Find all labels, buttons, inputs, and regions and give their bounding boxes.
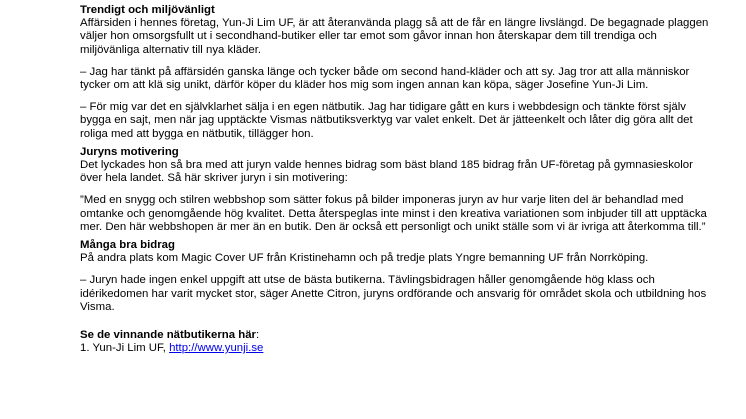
paragraph-jury-comment: – Juryn hade ingen enkel uppgift att utse de bästa butikerna. Tävlingsbidragen håller genomgående hög klass och idérikedomen har varit mycket stor, säger Anette Citron, juryns ordförande och ansvarig för området skola och utbildning hos Visma.: [80, 274, 707, 313]
paragraph-jury-quote: ”Med en snygg och stilren webbshop som sätter fokus på bilder imponeras juryn av hur varje liten del är behandlad med omtanke och genomgående hög kvalitet. Detta återspeglas inte minst i den kreativa variationen som inbjuder till att upptäcka mer. Den här webbshopen är mer än en butik. Den är också ett personligt och unikt ställe som vi är ivriga att återkomma till.”: [80, 194, 707, 233]
winner-1-label: 1. Yun-Ji Lim UF,: [80, 342, 170, 355]
heading-vinnande: Se de vinnande nätbutikerna här: [80, 329, 256, 342]
winners-heading-line: [80, 329, 710, 342]
heading-trendigt: Trendigt och miljövänligt: [80, 4, 215, 16]
winner-1-link[interactable]: http://www.yunji.se: [169, 342, 264, 355]
heading-juryns-motivering: Juryns motivering: [80, 145, 179, 158]
heading-manga-bra-bidrag: Många bra bidrag: [80, 239, 175, 252]
paragraph-affarsiden: Affärsiden i hennes företag, Yun-Ji Lim UF, är att återanvända plagg så att de får en längre livslängd. De begagnade plaggen väljer hon omsorgsfullt ut i secondhand-butiker eller tar emot som gåvor innan hon återskapar dem till trendiga och miljövänliga alternativ till nya kläder.: [80, 17, 709, 56]
paragraph-quote-2: – För mig var det en självklarhet sälja i en egen nätbutik. Jag har tidigare gått en kurs i webbdesign och tänkte först själv bygga en sajt, men när jag upptäckte Vismas nätbutiksverktyg var valet enkelt. Det är jätteenkelt och låter dig göra allt det roliga med att bygga en nätbutik, tillägger hon.: [80, 101, 693, 140]
heading-colon: :: [255, 329, 260, 342]
paragraph-placements: På andra plats kom Magic Cover UF från Kristinehamn och på tredje plats Yngre bemanning UF från Norrköping.: [80, 252, 649, 265]
paragraph-jury-result: Det lyckades hon så bra med att juryn valde hennes bidrag som bäst bland 185 bidrag från UF-företag på gymnasieskolor över hela landet. Så här skriver juryn i sin motivering:: [80, 159, 693, 185]
winner-list-item-1: [80, 342, 710, 355]
paragraph-quote-1: – Jag har tänkt på affärsidén ganska länge och tycker både om second hand-kläder och att sy. Jag tror att alla människor tycker om att klä sig unikt, därför köper du kläder hos mig som ingen annan kan köpa, säger Josefine Yun-Ji Lim.: [80, 65, 690, 92]
press-release-body: [80, 4, 710, 355]
